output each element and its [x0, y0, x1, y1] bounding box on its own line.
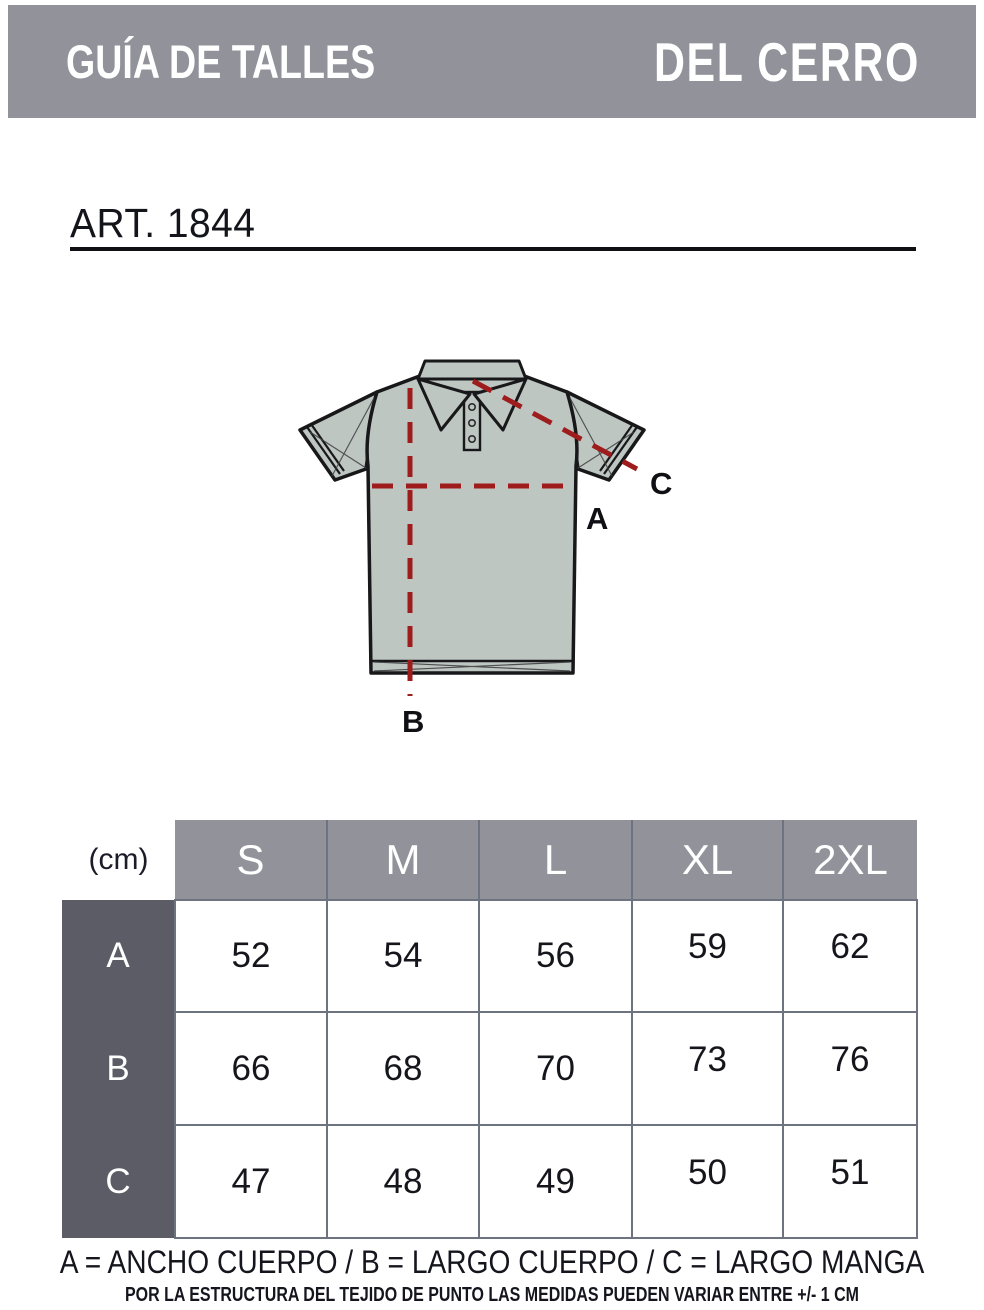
table-row-a: [62, 900, 917, 1012]
col-header-2xl: 2XL: [783, 820, 917, 900]
measurement-legend: A = ANCHO CUERPO / B = LARGO CUERPO / C = LARGO MANGA: [59, 1244, 925, 1280]
cell-c-m: 48: [327, 1125, 479, 1238]
page-title: GUÍA DE TALLES: [66, 35, 376, 88]
cell-b-m: 68: [327, 1012, 479, 1125]
cell-a-s: 52: [175, 900, 327, 1012]
cell-c-s: 47: [175, 1125, 327, 1238]
size-table: [62, 820, 918, 1239]
table-row-b: [62, 1012, 917, 1125]
cell-b-s: 66: [175, 1012, 327, 1125]
cell-c-l: 49: [479, 1125, 632, 1238]
tolerance-note: POR LA ESTRUCTURA DEL TEJIDO DE PUNTO LAS MEDIDAS PUEDEN VARIAR ENTRE +/- 1 CM: [125, 1283, 859, 1306]
measure-label-c: C: [650, 466, 673, 501]
cell-b-l: 70: [479, 1012, 632, 1125]
cell-a-m: 54: [327, 900, 479, 1012]
cell-c-xl: 50: [632, 1125, 783, 1238]
row-label-a: A: [62, 900, 175, 1012]
col-header-m: M: [327, 820, 479, 900]
polo-shirt-diagram: [280, 340, 700, 740]
cell-a-2xl: 62: [783, 900, 917, 1012]
row-label-c: C: [62, 1125, 175, 1238]
measure-label-a: A: [586, 501, 609, 536]
cell-b-xl: 73: [632, 1012, 783, 1125]
table-row-c: [62, 1125, 917, 1238]
header-bar: [8, 5, 976, 118]
row-label-b: B: [62, 1012, 175, 1125]
brand-logo: DEL CERRO: [654, 30, 920, 93]
article-underline: [70, 247, 916, 251]
collar-back: [418, 361, 526, 379]
col-header-l: L: [479, 820, 632, 900]
left-sleeve: [300, 392, 377, 480]
unit-label: (cm): [62, 820, 175, 900]
col-header-xl: XL: [632, 820, 783, 900]
cell-b-2xl: 76: [783, 1012, 917, 1125]
table-header-row: [62, 820, 917, 900]
cell-a-xl: 59: [632, 900, 783, 1012]
measure-label-b: B: [402, 704, 425, 739]
article-number: ART. 1844: [70, 200, 256, 246]
cell-a-l: 56: [479, 900, 632, 1012]
col-header-s: S: [175, 820, 327, 900]
cell-c-2xl: 51: [783, 1125, 917, 1238]
